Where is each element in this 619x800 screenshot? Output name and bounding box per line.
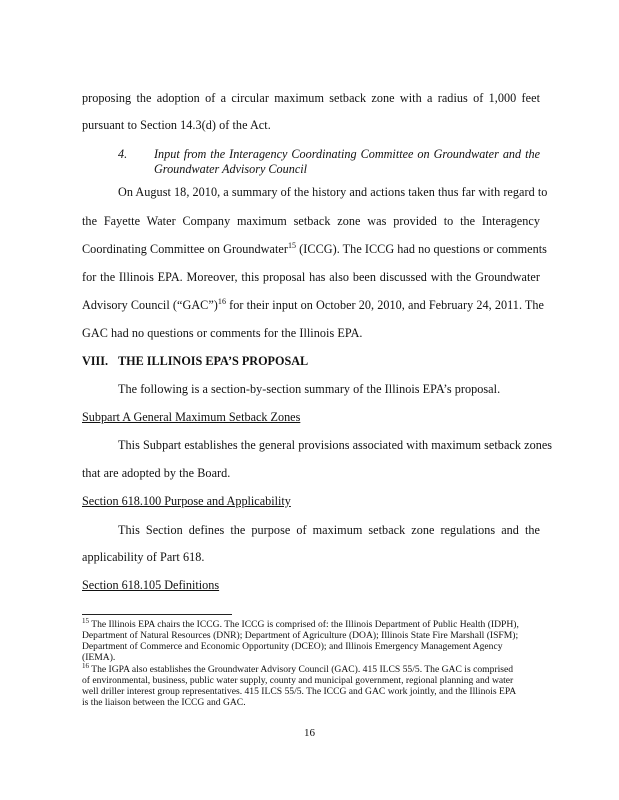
- footnote-number: 15: [82, 617, 89, 625]
- footnote-text: The IGPA also establishes the Groundwater Advisory Council (GAC). 415 ILCS 55/5. The GAC is comprised: [89, 664, 514, 675]
- footnote-line: [82, 664, 542, 675]
- footnote-ref: 15: [287, 241, 297, 250]
- footnote-line: well driller interest group representatives. 415 ILCS 55/5. The ICCG and GAC work jointly, and the Illinois EPA: [82, 686, 517, 697]
- section-number: VIII.: [82, 354, 109, 368]
- body-text-line: [82, 241, 547, 256]
- body-text: Coordinating Committee on Groundwater: [82, 242, 288, 256]
- body-text-line: that are adopted by the Board.: [82, 466, 231, 480]
- footnote-separator: [82, 614, 232, 615]
- subsection-title: Groundwater Advisory Council: [154, 162, 308, 176]
- body-text-line: proposing the adoption of a circular maximum setback zone with a radius of 1,000 feet: [82, 91, 540, 105]
- body-text-line: This Section defines the purpose of maximum setback zone regulations and the: [118, 523, 540, 537]
- body-text-line: the Fayette Water Company maximum setback zone was provided to the Interagency: [82, 214, 540, 228]
- body-text-line: for the Illinois EPA. Moreover, this proposal has also been discussed with the Groundwater: [82, 270, 540, 284]
- footnote-text: The Illinois EPA chairs the ICCG. The ICCG is comprised of: the Illinois Department of Public Health (IDPH),: [89, 619, 519, 630]
- subpart-heading: Subpart A General Maximum Setback Zones: [82, 410, 301, 424]
- body-text-line: [82, 297, 545, 312]
- body-text: Advisory Council (“GAC”): [82, 298, 218, 312]
- body-text: for their input on October 20, 2010, and February 24, 2011. The: [226, 298, 545, 312]
- section-heading: Section 618.105 Definitions: [82, 578, 220, 592]
- body-text-line: pursuant to Section 14.3(d) of the Act.: [82, 118, 271, 132]
- subsection-title: Input from the Interagency Coordinating Committee on Groundwater and the: [154, 147, 540, 161]
- footnote-line: [82, 619, 542, 630]
- body-text-line: On August 18, 2010, a summary of the history and actions taken thus far with regard to: [118, 185, 548, 199]
- footnote-ref: 16: [217, 297, 227, 306]
- footnote-line: Department of Natural Resources (DNR); Department of Agriculture (DOA); Illinois State Fire Marshall (ISFM);: [82, 630, 519, 641]
- body-text-line: This Subpart establishes the general provisions associated with maximum setback zones: [118, 438, 553, 452]
- footnote-number: 16: [82, 662, 89, 670]
- body-text-line: applicability of Part 618.: [82, 550, 205, 564]
- footnote-line: (IEMA).: [82, 652, 116, 663]
- body-text-line: GAC had no questions or comments for the Illinois EPA.: [82, 326, 363, 340]
- body-text: (ICCG). The ICCG had no questions or comments: [296, 242, 547, 256]
- body-text-line: The following is a section-by-section summary of the Illinois EPA’s proposal.: [118, 382, 501, 396]
- section-heading: Section 618.100 Purpose and Applicability: [82, 494, 291, 508]
- footnote-line: Department of Commerce and Economic Opportunity (DCEO); and Illinois Emergency Management Agency: [82, 641, 503, 652]
- section-title: THE ILLINOIS EPA’S PROPOSAL: [118, 354, 309, 368]
- subsection-number: 4.: [118, 147, 128, 161]
- page-number: 16: [304, 727, 315, 739]
- footnote-line: of environmental, business, public water supply, county and municipal government, regional planning and water: [82, 675, 514, 686]
- footnote-line: is the liaison between the ICCG and GAC.: [82, 697, 246, 708]
